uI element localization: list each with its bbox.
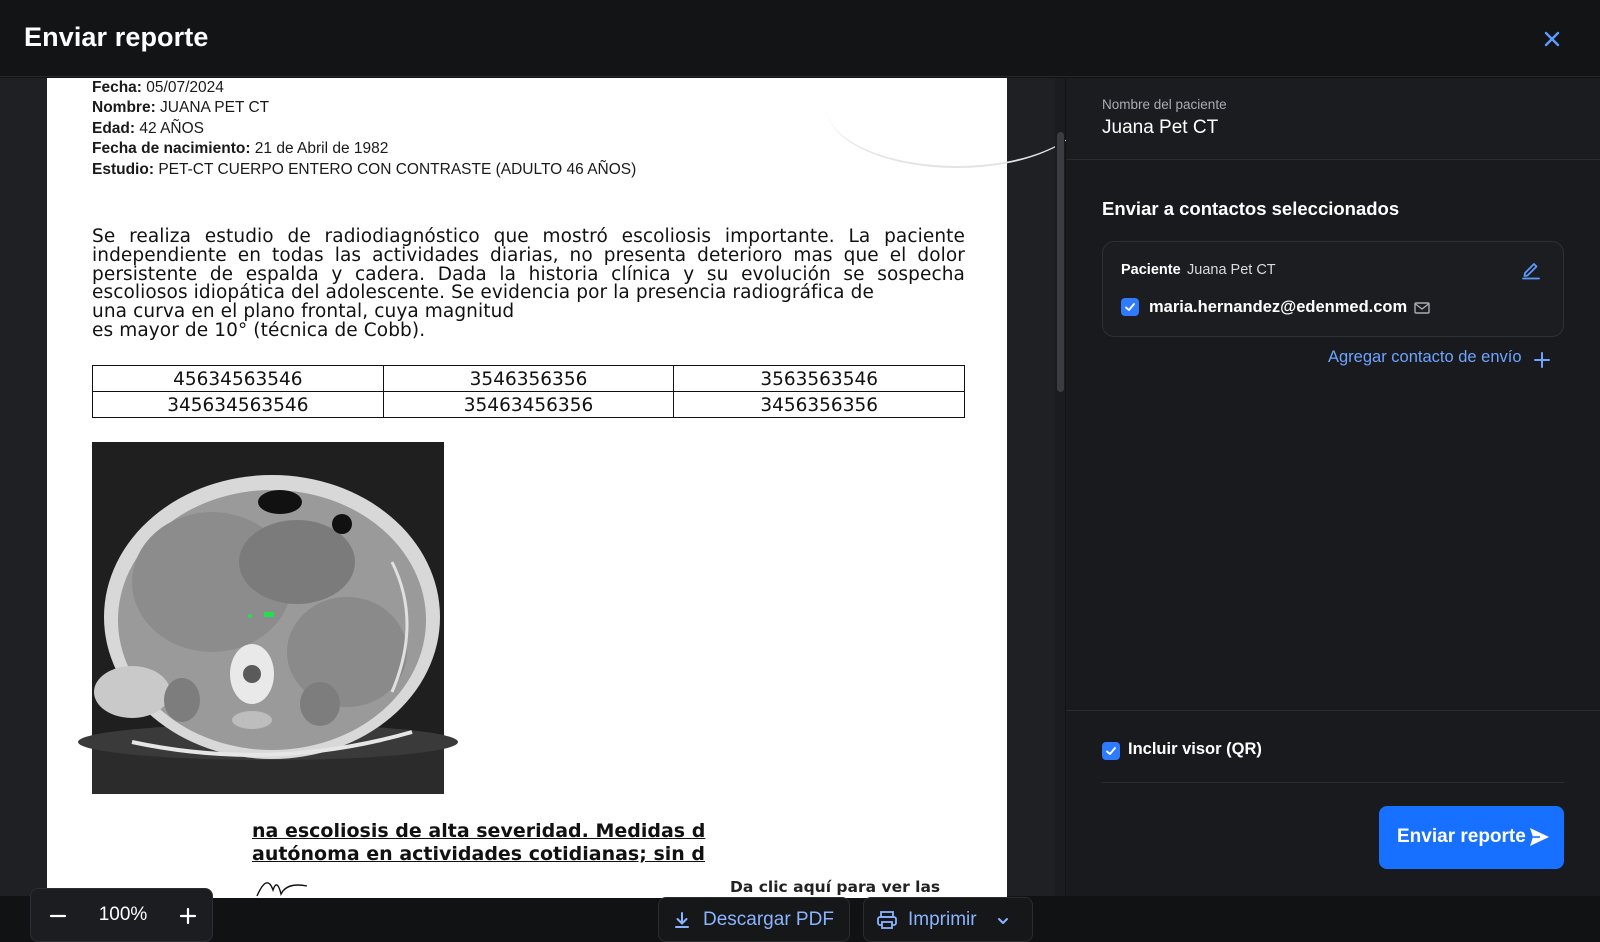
download-icon	[672, 910, 692, 930]
signature-icon	[247, 868, 337, 898]
table-cell: 3456356356	[674, 392, 965, 418]
divider	[1066, 710, 1600, 711]
download-pdf-label: Descargar PDF	[703, 909, 834, 930]
viewer-scrollbar-thumb[interactable]	[1057, 132, 1064, 392]
download-pdf-button[interactable]	[658, 897, 850, 942]
zoom-in-button[interactable]	[175, 903, 201, 929]
contact-type-label: Paciente	[1121, 262, 1181, 278]
report-conclusion: na escoliosis de alta severidad. Medidas d autónoma en actividades cotidianas; sin d	[252, 820, 706, 865]
table-cell: 3563563546	[674, 366, 965, 392]
table-cell: 35463456356	[383, 392, 674, 418]
send-icon	[1528, 826, 1550, 848]
modal-title: Enviar reporte	[24, 22, 209, 52]
report-page	[47, 78, 1007, 898]
check-icon	[1124, 301, 1136, 313]
contacts-section-title: Enviar a contactos seleccionados	[1102, 198, 1400, 219]
contact-name: Juana Pet CT	[1187, 262, 1276, 278]
zoom-out-button[interactable]	[45, 903, 71, 929]
meta-age: Edad: 42 AÑOS	[92, 119, 204, 137]
add-contact-button[interactable]	[1532, 350, 1552, 370]
modal-header	[0, 0, 1600, 77]
add-contact-link[interactable]: Agregar contacto de envío	[1328, 348, 1522, 366]
edit-contact-button[interactable]	[1520, 258, 1542, 280]
divider	[1102, 782, 1564, 783]
plus-icon	[1532, 350, 1552, 370]
close-icon	[1538, 25, 1566, 53]
page-decoration	[827, 48, 1087, 168]
zoom-control	[30, 888, 213, 942]
chevron-down-icon[interactable]	[996, 914, 1010, 928]
report-paragraph: Se realiza estudio de radiodiagnóstico que mostró escoliosis importante. La paciente independiente en todas las actividades diarias, no presenta deterioro mas que el dolor persistente de espalda y cadera. Dada la historia clínica y su evolución se sospecha escoliosos idiopática del adolescente. Se evidencia por la presencia radiográfica de una curva en el plano frontal, cuya magnitud es mayor de 10° (técnica de Cobb).	[92, 226, 965, 341]
contact-email-checkbox[interactable]	[1121, 298, 1139, 316]
document-viewer[interactable]	[0, 78, 1058, 930]
contact-email: maria.hernandez@edenmed.com	[1149, 298, 1408, 316]
patient-name: Juana Pet CT	[1102, 117, 1219, 138]
send-report-label: Enviar reporte	[1397, 826, 1526, 847]
table-cell: 3546356356	[383, 366, 674, 392]
include-qr-checkbox[interactable]	[1102, 742, 1120, 760]
print-button[interactable]	[863, 897, 1033, 942]
meta-birthdate: Fecha de nacimiento: 21 de Abril de 1982	[92, 140, 389, 158]
send-report-button[interactable]	[1379, 806, 1564, 869]
table-cell: 345634563546	[93, 392, 384, 418]
patient-name-label: Nombre del paciente	[1102, 97, 1227, 112]
pencil-icon	[1520, 258, 1542, 280]
send-sidebar	[1066, 78, 1600, 896]
report-meta	[92, 78, 636, 180]
minus-icon	[45, 903, 71, 929]
plus-icon	[175, 903, 201, 929]
zoom-level: 100%	[98, 904, 148, 925]
table-row	[93, 392, 965, 418]
print-label: Imprimir	[908, 909, 977, 930]
mail-icon	[1413, 300, 1431, 316]
meta-date: Fecha: 05/07/2024	[92, 79, 224, 96]
ct-scan-image	[92, 442, 444, 794]
meta-name: Nombre: JUANA PET CT	[92, 99, 270, 117]
check-icon	[1105, 745, 1117, 757]
table-cell: 45634563546	[93, 366, 384, 392]
viewer-hint-link[interactable]: Da clic aquí para ver las	[730, 878, 941, 896]
close-button[interactable]	[1538, 25, 1566, 53]
printer-icon	[876, 910, 898, 930]
table-row	[93, 366, 965, 392]
contact-card	[1102, 241, 1564, 337]
patient-header	[1066, 78, 1600, 160]
meta-study: Estudio: PET-CT CUERPO ENTERO CON CONTRASTE (ADULTO 46 AÑOS)	[92, 160, 637, 178]
report-table	[92, 365, 965, 418]
include-qr-label[interactable]: Incluir visor (QR)	[1128, 740, 1262, 758]
